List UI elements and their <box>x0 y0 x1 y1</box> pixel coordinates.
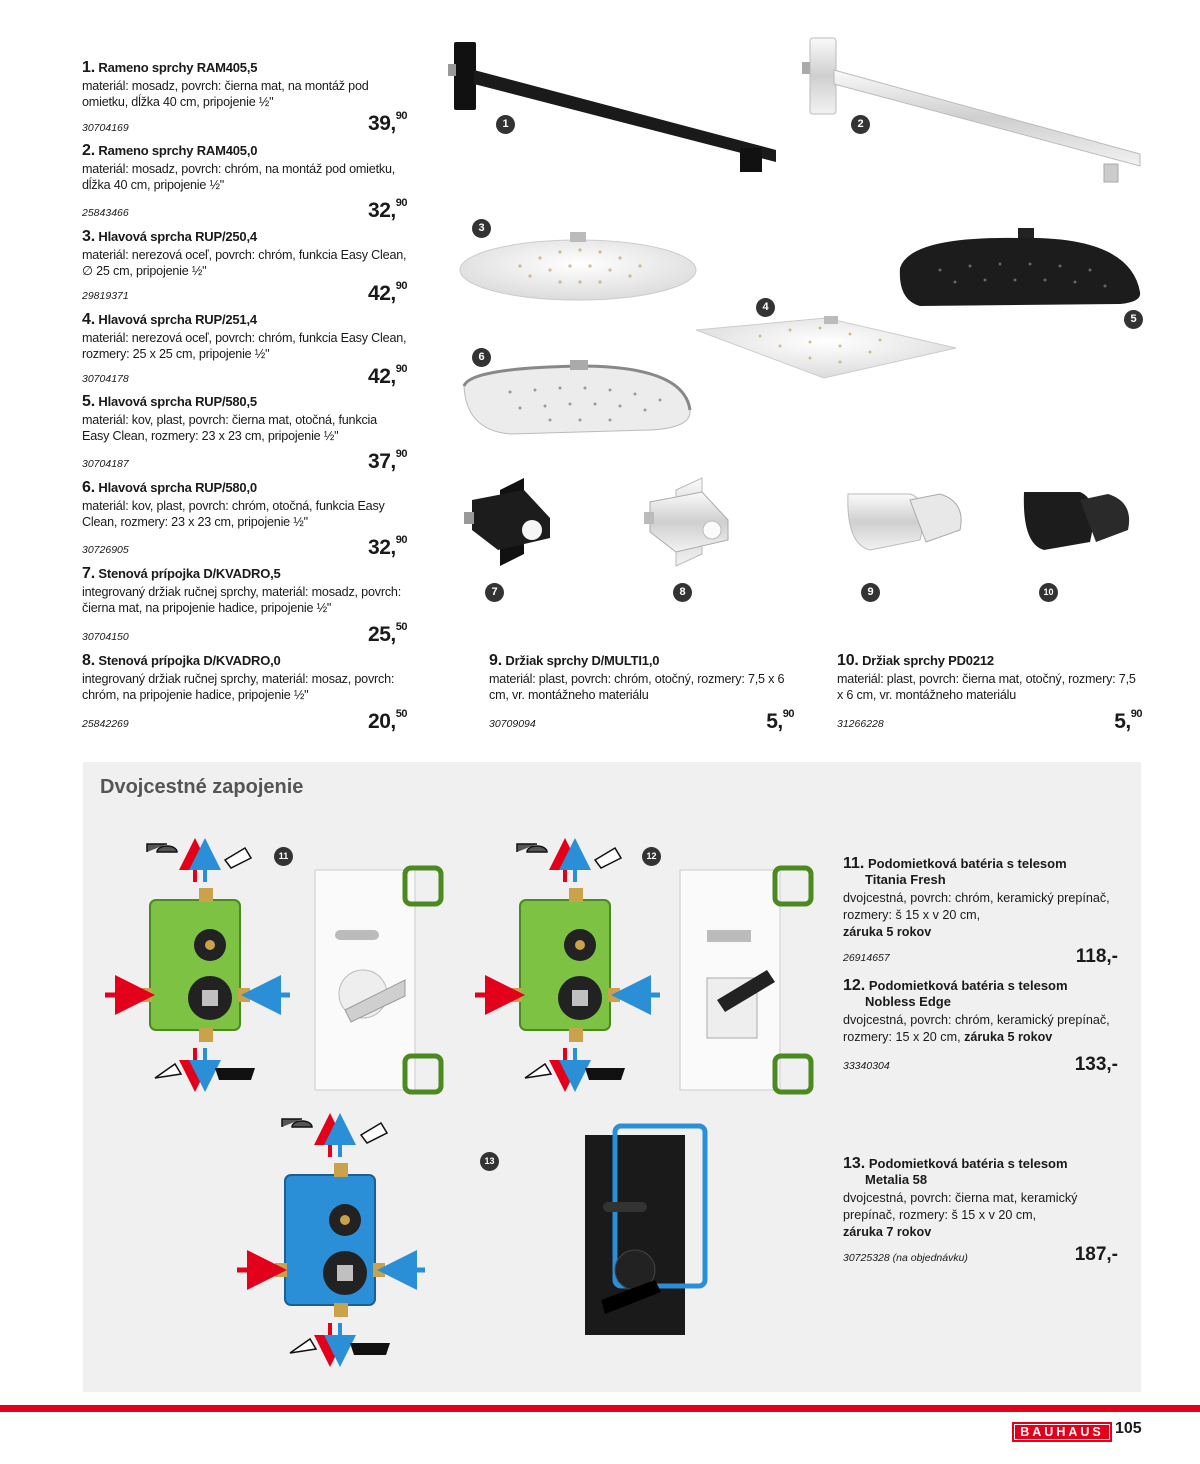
product-price: 42,90 <box>368 280 407 305</box>
product-price: 187,- <box>1074 1244 1118 1265</box>
product-price: 39,90 <box>368 110 407 135</box>
product-price: 133,- <box>1074 1054 1118 1075</box>
shower-head-chrome-image <box>464 360 690 434</box>
product-2 <box>82 143 407 221</box>
product-desc: dvojcestná, povrch: chróm, keramický prepínač, rozmery: 15 x 20 cm, záruka 5 rokov <box>843 1013 1110 1044</box>
product-code: 30709094 <box>489 718 536 730</box>
diagram-11 <box>105 844 441 1092</box>
marker-7: 7 <box>485 583 504 602</box>
wall-connector-chrome-image <box>644 478 728 566</box>
product-title: 11. Podomietková batéria s telesom Titania Fresh <box>843 855 1067 887</box>
product-title: 13. Podomietková batéria s telesom Metalia 58 <box>843 1155 1068 1187</box>
product-title: 4. Hlavová sprcha RUP/251,4 <box>82 311 257 328</box>
product-code: 25843466 <box>82 207 129 219</box>
product-desc: integrovaný držiak ručnej sprchy, materiál: mosadz, povrch: čierna mat, na pripojenie hadice, pripojenie ½" <box>82 585 402 615</box>
product-desc: dvojcestná, povrch: chróm, keramický prepínač, rozmery: š 15 x v 20 cm, záruka 5 rokov <box>843 891 1110 939</box>
shower-arm-chrome-image <box>802 38 1140 182</box>
product-desc: materiál: mosadz, povrch: čierna mat, na montáž pod omietku, dĺžka 40 cm, pripojenie ½" <box>82 79 369 109</box>
product-desc: materiál: mosadz, povrch: chróm, na montáž pod omietku, dĺžka 40 cm, pripojenie ½" <box>82 162 396 192</box>
marker-1: 1 <box>496 115 515 134</box>
product-title: 9. Držiak sprchy D/MULTI1,0 <box>489 652 660 669</box>
product-13 <box>843 1156 1118 1268</box>
product-code: 31266228 <box>837 718 884 730</box>
marker-11: 11 <box>274 847 293 866</box>
product-4 <box>82 312 407 388</box>
marker-5: 5 <box>1124 310 1143 329</box>
product-title: 3. Hlavová sprcha RUP/250,4 <box>82 228 257 245</box>
product-code: 30726905 <box>82 544 129 556</box>
product-desc: materiál: kov, plast, povrch: čierna mat, otočná, funkcia Easy Clean, rozmery: 23 x 23 cm, pripojenie ½" <box>82 413 377 443</box>
product-price: 25,50 <box>368 621 407 646</box>
product-9 <box>489 653 794 733</box>
product-code: 33340304 <box>843 1060 890 1072</box>
marker-2: 2 <box>851 115 870 134</box>
marker-6: 6 <box>472 348 491 367</box>
product-8 <box>82 653 407 733</box>
product-price: 118,- <box>1075 946 1118 967</box>
product-11 <box>843 856 1118 968</box>
mixer-diagrams <box>95 830 835 1390</box>
section-title: Dvojcestné zapojenie <box>100 776 304 798</box>
product-title: 1. Rameno sprchy RAM405,5 <box>82 59 258 76</box>
marker-4: 4 <box>756 298 775 317</box>
wall-connector-black-image <box>464 478 550 566</box>
product-7 <box>82 566 407 646</box>
product-desc: dvojcestná, povrch: čierna mat, keramický prepínač, rozmery: š 15 x v 20 cm, záruka 7 rokov <box>843 1191 1078 1239</box>
product-title: 10. Držiak sprchy PD0212 <box>837 652 994 669</box>
shower-holder-chrome-image <box>848 494 961 550</box>
marker-13: 13 <box>480 1152 499 1171</box>
shower-head-black-image <box>900 228 1140 306</box>
shower-holder-black-image <box>1024 492 1129 550</box>
product-desc: materiál: kov, plast, povrch: chróm, otočná, funkcia Easy Clean, rozmery: 23 x 23 cm, pripojenie ½" <box>82 499 385 529</box>
marker-12: 12 <box>642 847 661 866</box>
product-price: 32,90 <box>368 197 407 222</box>
product-6 <box>82 480 407 560</box>
product-price: 32,90 <box>368 534 407 559</box>
diagram-13 <box>237 1119 705 1355</box>
shower-head-round-image <box>460 232 696 300</box>
product-desc: integrovaný držiak ručnej sprchy, materiál: mosaz, povrch: chróm, na pripojenie hadice, pripojenie ½" <box>82 672 395 702</box>
footer-bar <box>0 1405 1200 1412</box>
product-desc: materiál: nerezová oceľ, povrch: chróm, funkcia Easy Clean, rozmery: 25 x 25 cm, pripojenie ½" <box>82 331 407 361</box>
product-desc: materiál: nerezová oceľ, povrch: chróm, funkcia Easy Clean, ∅ 25 cm, pripojenie ½" <box>82 248 407 278</box>
product-desc: materiál: plast, povrch: čierna mat, otočný, rozmery: 7,5 x 6 cm, vr. montážneho materiálu <box>837 672 1136 702</box>
product-desc: materiál: plast, povrch: chróm, otočný, rozmery: 7,5 x 6 cm, vr. montážneho materiálu <box>489 672 785 702</box>
product-5 <box>82 394 407 474</box>
product-price: 37,90 <box>368 448 407 473</box>
brand-logo: BAUHAUS <box>1012 1422 1112 1442</box>
product-title: 5. Hlavová sprcha RUP/580,5 <box>82 393 257 410</box>
product-12 <box>843 978 1118 1074</box>
product-price: 20,50 <box>368 708 407 733</box>
product-title: 6. Hlavová sprcha RUP/580,0 <box>82 479 257 496</box>
product-code: 30704150 <box>82 631 129 643</box>
product-10 <box>837 653 1142 733</box>
product-images <box>440 30 1160 610</box>
product-price: 5,90 <box>766 708 794 733</box>
marker-8: 8 <box>673 583 692 602</box>
product-code: 29819371 <box>82 290 129 302</box>
product-code: 30704187 <box>82 458 129 470</box>
shower-head-square-image <box>696 316 956 378</box>
product-code: 25842269 <box>82 718 129 730</box>
page-number: 105 <box>1115 1420 1142 1437</box>
marker-10: 10 <box>1039 583 1058 602</box>
product-title: 12. Podomietková batéria s telesom Nobless Edge <box>843 977 1068 1009</box>
product-code: 30704178 <box>82 373 129 385</box>
product-code: 26914657 <box>843 952 890 964</box>
product-title: 2. Rameno sprchy RAM405,0 <box>82 142 258 159</box>
product-price: 5,90 <box>1114 708 1142 733</box>
marker-3: 3 <box>472 219 491 238</box>
product-price: 42,90 <box>368 363 407 388</box>
marker-9: 9 <box>861 583 880 602</box>
product-title: 8. Stenová prípojka D/KVADRO,0 <box>82 652 281 669</box>
product-title: 7. Stenová prípojka D/KVADRO,5 <box>82 565 281 582</box>
product-1 <box>82 60 407 136</box>
product-3 <box>82 229 407 305</box>
shower-arm-black-image <box>448 42 776 172</box>
product-code: 30704169 <box>82 122 129 134</box>
product-code: 30725328 (na objednávku) <box>843 1252 968 1264</box>
diagram-12 <box>475 844 811 1092</box>
